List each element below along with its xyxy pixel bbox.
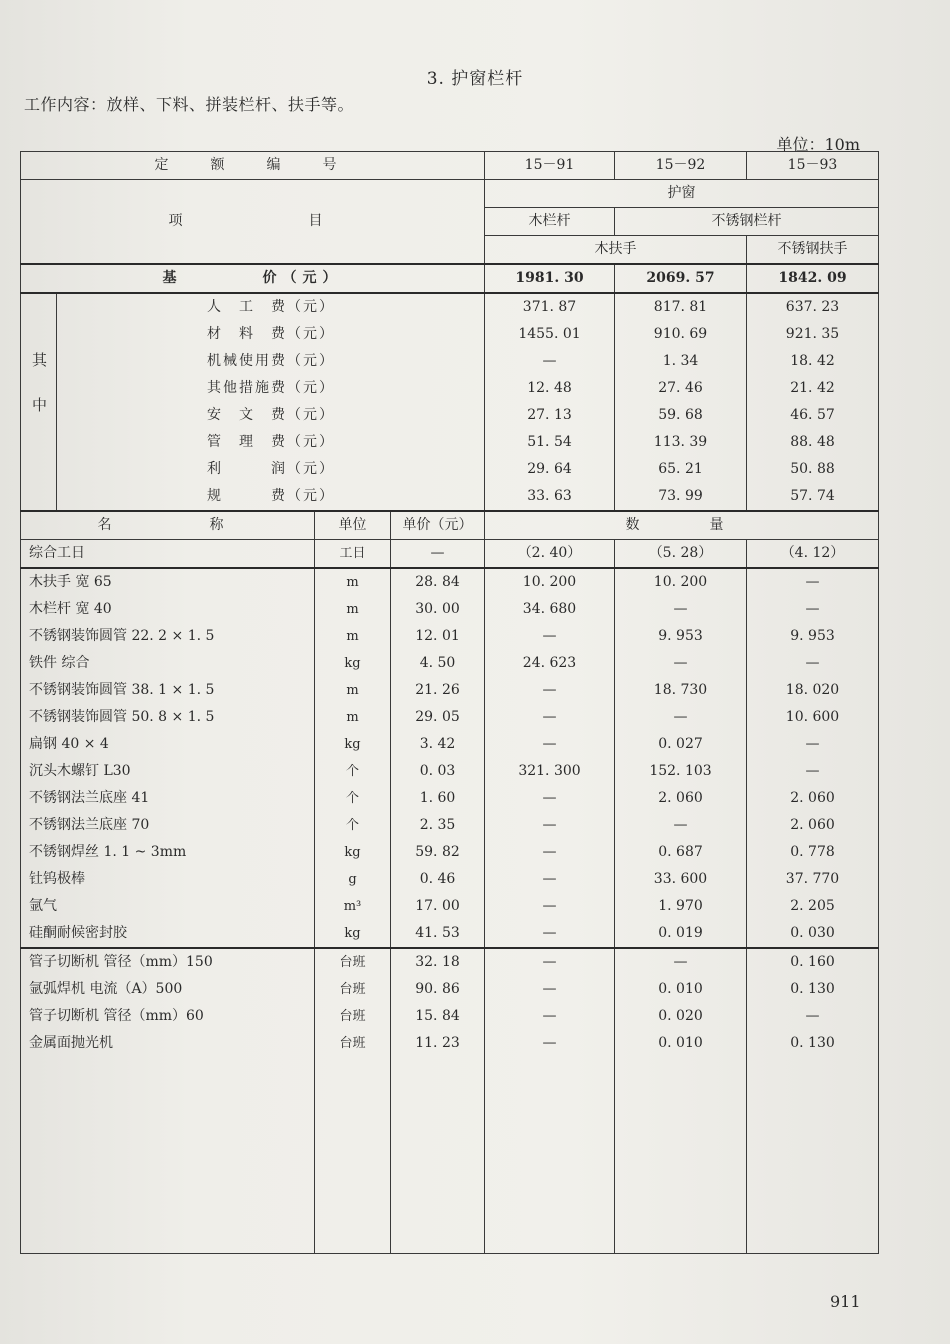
resource-unit: 台班 [315, 948, 391, 976]
resource-price: 12. 01 [391, 623, 485, 650]
resource-price: 3. 42 [391, 731, 485, 758]
cost-value: 27. 46 [615, 375, 747, 402]
cost-item-name: 管 理 费（元） [57, 429, 485, 456]
resource-quantity: 0. 130 [747, 976, 879, 1003]
resource-name: 扁钢 40 × 4 [21, 731, 315, 758]
machine-row [21, 1030, 879, 1057]
resource-quantity: — [485, 976, 615, 1003]
cost-value: 50. 88 [747, 456, 879, 483]
resource-price: 59. 82 [391, 839, 485, 866]
resource-quantity: （5. 28） [615, 540, 747, 569]
cost-value: 1455. 01 [485, 321, 615, 348]
filler-cell [747, 1057, 879, 1254]
stainless-railing-header: 不锈钢栏杆 [615, 208, 879, 236]
resource-quantity: — [485, 866, 615, 893]
resource-unit: m [315, 596, 391, 623]
cost-row [21, 348, 879, 375]
resource-unit: kg [315, 650, 391, 677]
resource-quantity: 2. 060 [747, 785, 879, 812]
quota-number-label: 定 额 编 号 [21, 152, 485, 180]
resource-name: 木栏杆 宽 40 [21, 596, 315, 623]
cost-value: 21. 42 [747, 375, 879, 402]
filler-cell [391, 1057, 485, 1254]
filler-row [21, 1057, 879, 1254]
cost-value: 46. 57 [747, 402, 879, 429]
cost-value: 88. 48 [747, 429, 879, 456]
cost-item-name: 人 工 费（元） [57, 293, 485, 321]
filler-cell [485, 1057, 615, 1254]
material-row [21, 677, 879, 704]
base-price-1: 1981. 30 [485, 264, 615, 293]
material-row [21, 812, 879, 839]
resource-unit: m [315, 677, 391, 704]
resource-quantity: — [485, 677, 615, 704]
quota-table [20, 151, 879, 1254]
resource-unit: m³ [315, 893, 391, 920]
resource-quantity: — [615, 812, 747, 839]
resource-quantity: — [485, 812, 615, 839]
qizhong-label [21, 293, 57, 511]
cost-row [21, 429, 879, 456]
resource-quantity: 2. 205 [747, 893, 879, 920]
resource-unit: 个 [315, 785, 391, 812]
cost-row [21, 321, 879, 348]
material-row [21, 596, 879, 623]
resource-unit: 台班 [315, 976, 391, 1003]
quota-code-2: 15－92 [615, 152, 747, 180]
resource-quantity: — [615, 948, 747, 976]
wood-railing-header: 木栏杆 [485, 208, 615, 236]
resource-name: 铁件 综合 [21, 650, 315, 677]
resource-quantity: 10. 200 [485, 568, 615, 596]
resource-unit: m [315, 623, 391, 650]
resource-name: 钍钨极棒 [21, 866, 315, 893]
material-row [21, 704, 879, 731]
resource-price: 2. 35 [391, 812, 485, 839]
resource-quantity: — [485, 920, 615, 948]
cost-value: 371. 87 [485, 293, 615, 321]
resource-name: 不锈钢法兰底座 41 [21, 785, 315, 812]
resource-quantity: 10. 200 [615, 568, 747, 596]
resource-quantity: 2. 060 [615, 785, 747, 812]
resource-quantity: — [485, 785, 615, 812]
resource-unit: kg [315, 920, 391, 948]
cost-value: 65. 21 [615, 456, 747, 483]
cost-value: 29. 64 [485, 456, 615, 483]
cost-row [21, 483, 879, 511]
resource-quantity: — [747, 568, 879, 596]
resource-price: 0. 03 [391, 758, 485, 785]
resource-quantity: — [485, 1003, 615, 1030]
resource-unit-header: 单位 [315, 511, 391, 540]
resource-name: 综合工日 [21, 540, 315, 569]
cost-item-name: 机械使用费（元） [57, 348, 485, 375]
resource-quantity: 9. 953 [615, 623, 747, 650]
cost-value: 637. 23 [747, 293, 879, 321]
resource-quantity: 321. 300 [485, 758, 615, 785]
resource-quantity: 152. 103 [615, 758, 747, 785]
filler-cell [615, 1057, 747, 1254]
page-number: 911 [830, 1292, 861, 1311]
material-row [21, 623, 879, 650]
material-row [21, 758, 879, 785]
cost-item-name: 材 料 费（元） [57, 321, 485, 348]
resource-name: 不锈钢装饰圆管 38. 1 × 1. 5 [21, 677, 315, 704]
resource-price: 0. 46 [391, 866, 485, 893]
machine-row [21, 1003, 879, 1030]
cost-value: 27. 13 [485, 402, 615, 429]
cost-value: 57. 74 [747, 483, 879, 511]
resource-name: 木扶手 宽 65 [21, 568, 315, 596]
material-row [21, 650, 879, 677]
resource-price: 15. 84 [391, 1003, 485, 1030]
base-price-label: 基 价（元） [21, 264, 485, 293]
cost-value: 59. 68 [615, 402, 747, 429]
cost-value: 12. 48 [485, 375, 615, 402]
machine-row [21, 948, 879, 976]
cost-value: — [485, 348, 615, 375]
resource-price: 21. 26 [391, 677, 485, 704]
resource-unit: kg [315, 839, 391, 866]
qizhong-text: 其中 [30, 352, 48, 442]
work-content: 工作内容：放样、下料、拼装栏杆、扶手等。 [24, 95, 355, 114]
cost-row [21, 375, 879, 402]
resource-quantity: — [485, 893, 615, 920]
filler-cell [21, 1057, 315, 1254]
base-price-2: 2069. 57 [615, 264, 747, 293]
resource-price: 90. 86 [391, 976, 485, 1003]
cost-value: 51. 54 [485, 429, 615, 456]
resource-quantity: 0. 778 [747, 839, 879, 866]
resource-quantity: 34. 680 [485, 596, 615, 623]
resource-quantity: 0. 010 [615, 1030, 747, 1057]
resource-quantity: 18. 020 [747, 677, 879, 704]
resource-quantity: 0. 010 [615, 976, 747, 1003]
resource-unit: 个 [315, 812, 391, 839]
resource-name: 不锈钢装饰圆管 50. 8 × 1. 5 [21, 704, 315, 731]
resource-unit: 台班 [315, 1003, 391, 1030]
resource-quantity: 0. 019 [615, 920, 747, 948]
cost-item-name: 规 费（元） [57, 483, 485, 511]
base-price-3: 1842. 09 [747, 264, 879, 293]
resource-quantity: 2. 060 [747, 812, 879, 839]
cost-item-name: 利 润（元） [57, 456, 485, 483]
resource-name: 氩弧焊机 电流（A）500 [21, 976, 315, 1003]
resource-price: 32. 18 [391, 948, 485, 976]
material-row [21, 839, 879, 866]
resource-quantity: 1. 970 [615, 893, 747, 920]
cost-value: 113. 39 [615, 429, 747, 456]
material-row [21, 731, 879, 758]
material-row [21, 866, 879, 893]
resource-name: 不锈钢装饰圆管 22. 2 × 1. 5 [21, 623, 315, 650]
material-row [21, 920, 879, 948]
resource-quantity: — [485, 623, 615, 650]
resource-name: 硅酮耐候密封胶 [21, 920, 315, 948]
resource-quantity: 37. 770 [747, 866, 879, 893]
resource-unit: 工日 [315, 540, 391, 569]
cost-value: 18. 42 [747, 348, 879, 375]
resource-quantity: 0. 020 [615, 1003, 747, 1030]
resource-quantity: （2. 40） [485, 540, 615, 569]
resource-quantity: 0. 130 [747, 1030, 879, 1057]
resource-quantity: — [747, 731, 879, 758]
cost-value: 33. 63 [485, 483, 615, 511]
resource-quantity: — [747, 1003, 879, 1030]
resource-price: 28. 84 [391, 568, 485, 596]
item-label: 项 目 [21, 180, 485, 265]
resource-quantity: — [615, 650, 747, 677]
resource-quantity: 9. 953 [747, 623, 879, 650]
material-row [21, 568, 879, 596]
cost-value: 921. 35 [747, 321, 879, 348]
resource-price: 17. 00 [391, 893, 485, 920]
unit-label: 单位：10m [776, 135, 860, 154]
resource-quantity: — [485, 731, 615, 758]
resource-quantity: 0. 030 [747, 920, 879, 948]
resource-price: — [391, 540, 485, 569]
cost-row [21, 402, 879, 429]
resource-unit: m [315, 704, 391, 731]
resource-price: 1. 60 [391, 785, 485, 812]
resource-quantity: — [485, 839, 615, 866]
material-row [21, 893, 879, 920]
cost-row [21, 456, 879, 483]
resource-quantity: — [747, 650, 879, 677]
resource-quantity-header: 数 量 [485, 511, 879, 540]
quota-code-3: 15－93 [747, 152, 879, 180]
resource-price: 4. 50 [391, 650, 485, 677]
resource-quantity: （4. 12） [747, 540, 879, 569]
resource-quantity: 0. 160 [747, 948, 879, 976]
resource-unit: g [315, 866, 391, 893]
resource-quantity: 0. 027 [615, 731, 747, 758]
resource-price: 30. 00 [391, 596, 485, 623]
resource-quantity: 10. 600 [747, 704, 879, 731]
cost-row [21, 293, 879, 321]
resource-price-header: 单价（元） [391, 511, 485, 540]
category-header: 护窗 [485, 180, 879, 208]
resource-quantity: 33. 600 [615, 866, 747, 893]
resource-price: 11. 23 [391, 1030, 485, 1057]
resource-quantity: — [485, 704, 615, 731]
resource-unit: kg [315, 731, 391, 758]
resource-name: 沉头木螺钉 L30 [21, 758, 315, 785]
resource-unit: m [315, 568, 391, 596]
resource-quantity: — [615, 704, 747, 731]
quota-code-1: 15－91 [485, 152, 615, 180]
resource-name: 管子切断机 管径（mm）60 [21, 1003, 315, 1030]
resource-header-row [21, 511, 879, 540]
resource-price: 29. 05 [391, 704, 485, 731]
resource-quantity: — [485, 948, 615, 976]
stainless-handrail-header: 不锈钢扶手 [747, 236, 879, 265]
resource-unit: 台班 [315, 1030, 391, 1057]
material-row [21, 785, 879, 812]
resource-quantity: — [485, 1030, 615, 1057]
resource-name: 不锈钢法兰底座 70 [21, 812, 315, 839]
resource-name-header: 名 称 [21, 511, 315, 540]
resource-quantity: — [747, 596, 879, 623]
resource-name: 不锈钢焊丝 1. 1 ~ 3mm [21, 839, 315, 866]
resource-quantity: 24. 623 [485, 650, 615, 677]
resource-quantity: — [747, 758, 879, 785]
cost-item-name: 其他措施费（元） [57, 375, 485, 402]
resource-name: 氩气 [21, 893, 315, 920]
resource-quantity: — [615, 596, 747, 623]
wood-handrail-header: 木扶手 [485, 236, 747, 265]
filler-cell [315, 1057, 391, 1254]
section-title: 3. 护窗栏杆 [426, 69, 524, 89]
resource-quantity: 0. 687 [615, 839, 747, 866]
cost-value: 910. 69 [615, 321, 747, 348]
labor-row [21, 540, 879, 569]
resource-name: 金属面抛光机 [21, 1030, 315, 1057]
resource-price: 41. 53 [391, 920, 485, 948]
resource-name: 管子切断机 管径（mm）150 [21, 948, 315, 976]
cost-value: 73. 99 [615, 483, 747, 511]
cost-value: 817. 81 [615, 293, 747, 321]
resource-quantity: 18. 730 [615, 677, 747, 704]
machine-row [21, 976, 879, 1003]
cost-value: 1. 34 [615, 348, 747, 375]
resource-unit: 个 [315, 758, 391, 785]
cost-item-name: 安 文 费（元） [57, 402, 485, 429]
